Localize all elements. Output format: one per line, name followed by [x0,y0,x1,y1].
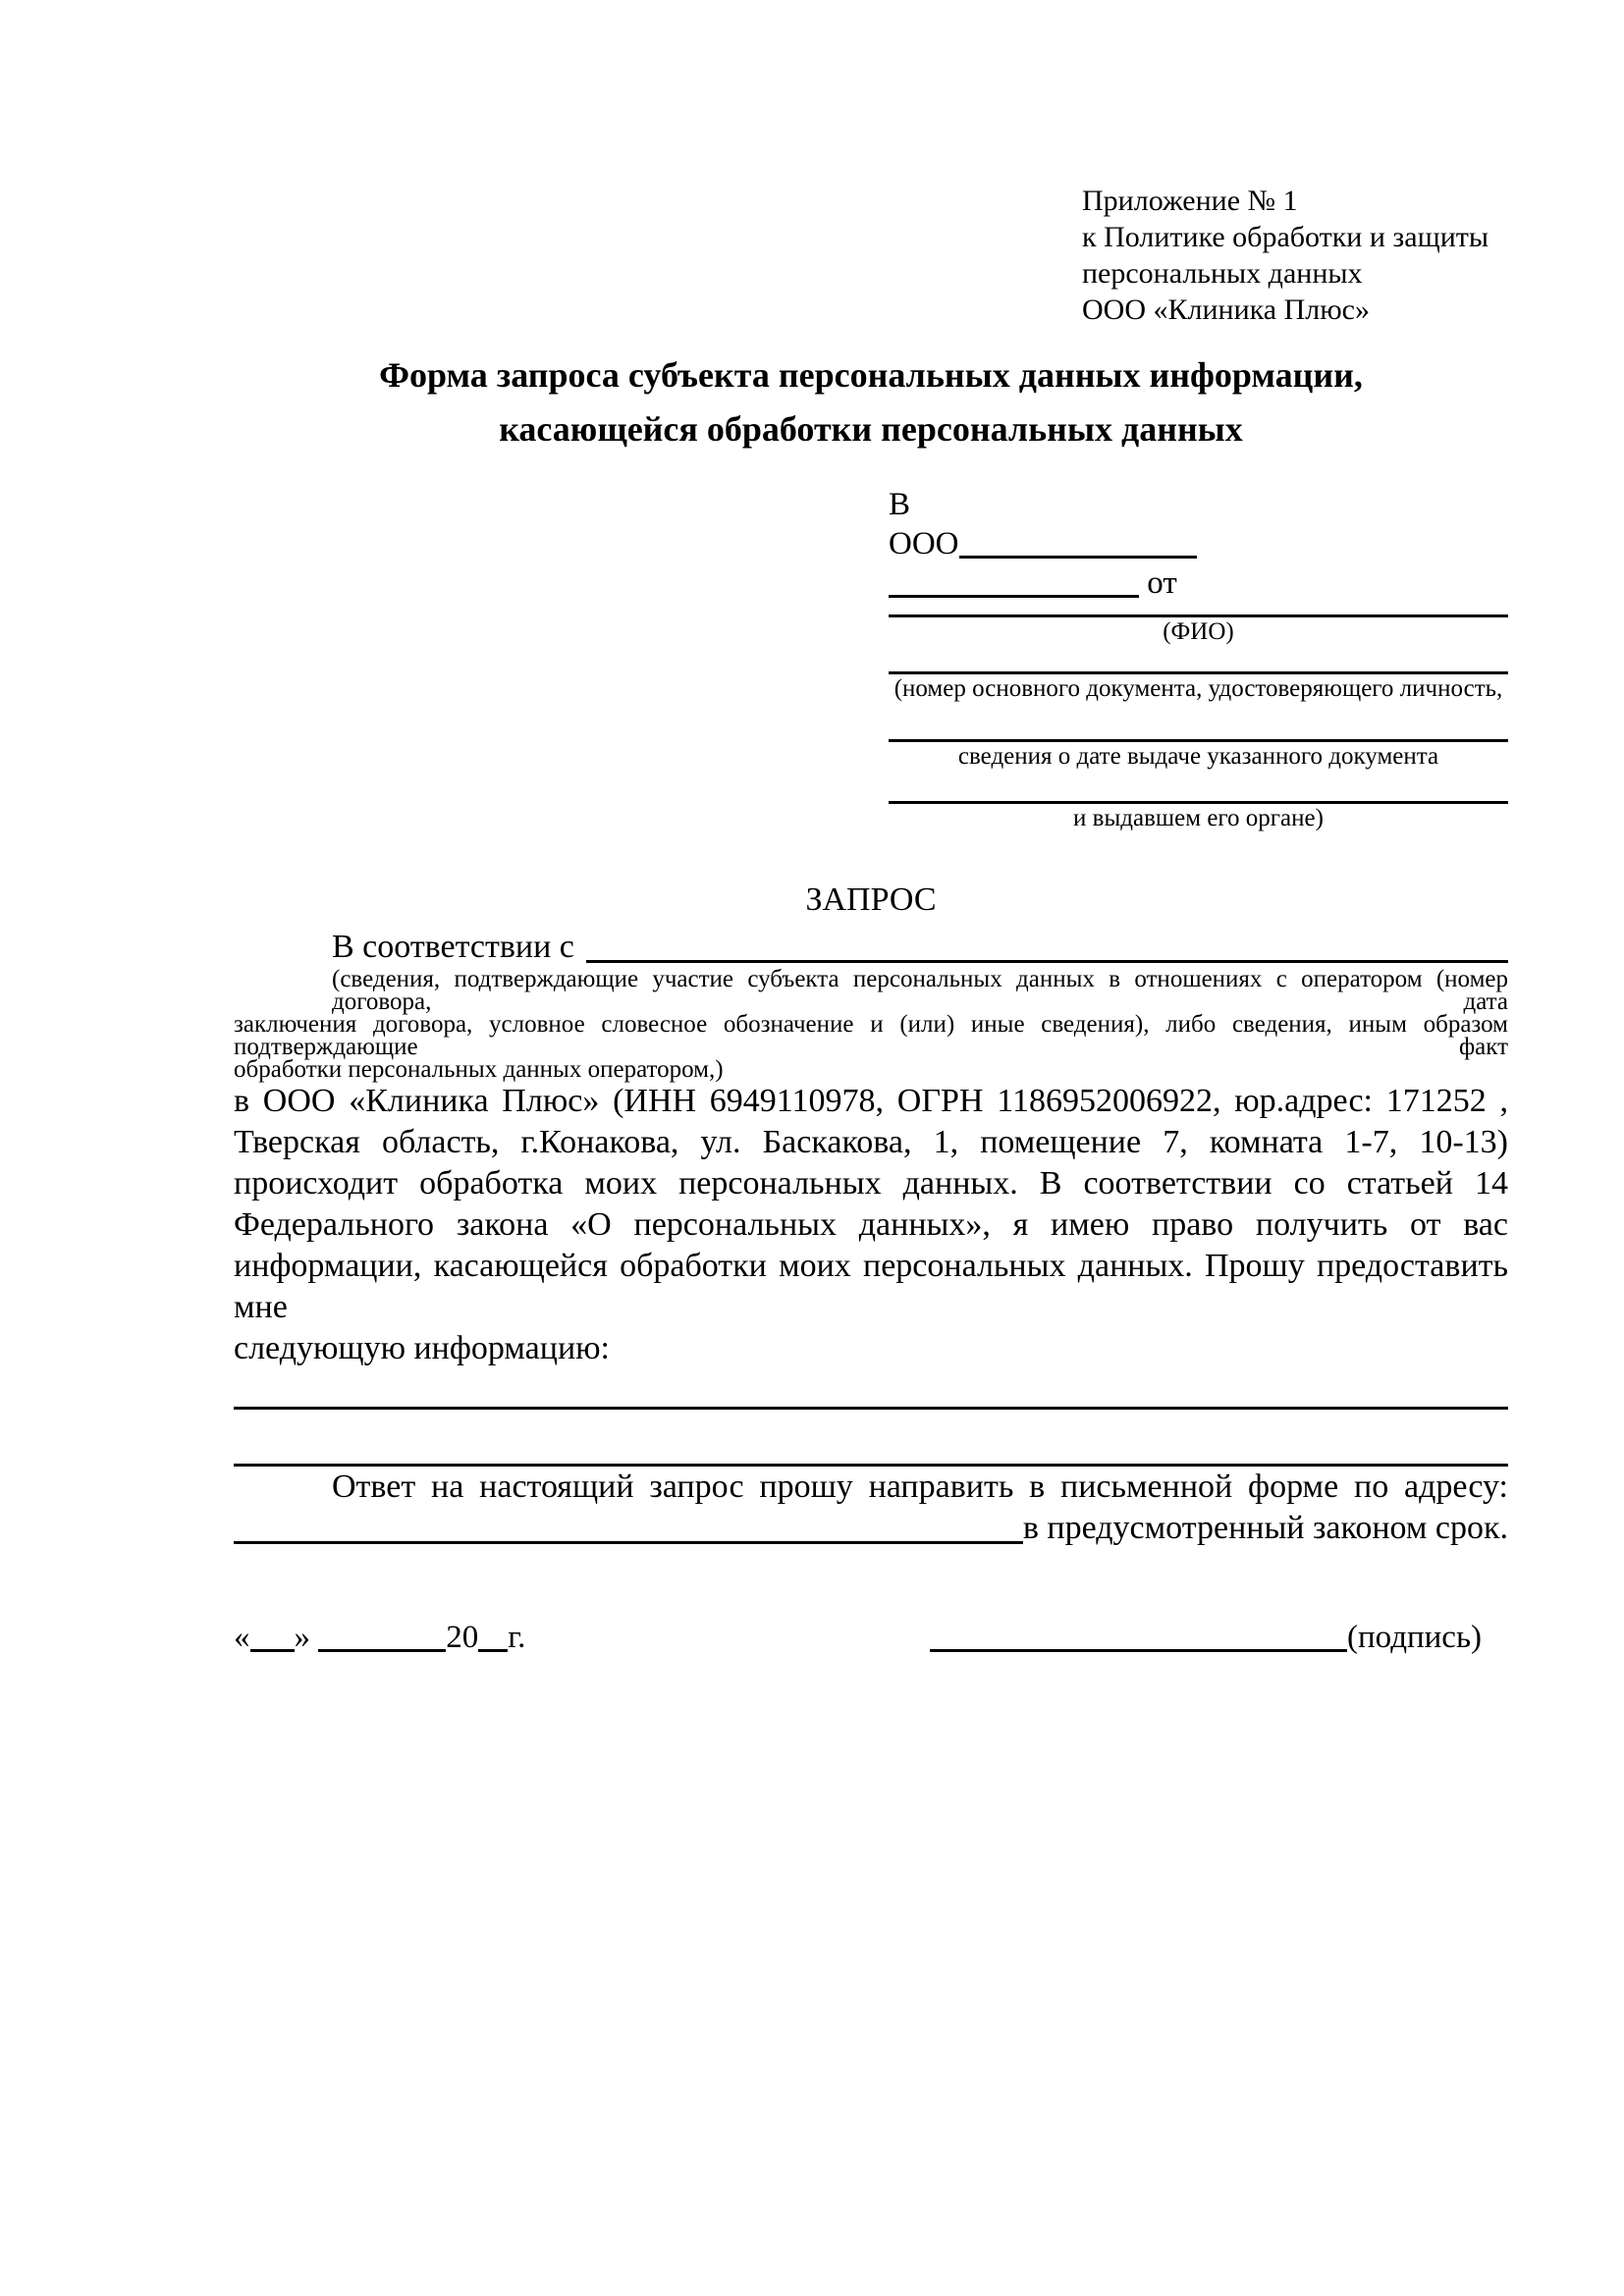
fio-caption: (ФИО) [1163,618,1234,645]
org-label: ООО [889,526,959,561]
body-paragraph [234,1081,1508,1369]
signature-caption: (подпись) [1347,1620,1482,1655]
spacer [574,927,586,968]
intro-row [234,927,1508,968]
from-blank-field [889,595,1139,598]
to-label: В [889,487,911,522]
appendix-note-line: Приложение № 1 [1082,185,1298,217]
fio-blank-field [889,603,1508,617]
note-text [234,968,1508,1081]
note-text-line: (сведения, подтверждающие участие субъекта персональных данных в отношениях с оператором (номер договора, дата [332,966,1508,1015]
body-text-line: информации, касающейся обработки моих персональных данных. Прошу предоставить мне [234,1248,1508,1325]
day-blank-field [250,1649,295,1652]
issuing-authority-blank-field [889,772,1508,804]
signature-field [930,1617,1482,1658]
reply-text: Ответ на настоящий запрос прошу направить в письменной форме по адресу: [332,1468,1508,1505]
year-blank-field [478,1649,508,1652]
body-text-line: следующую информацию: [234,1330,610,1366]
year-prefix: 20 [446,1620,479,1655]
quote-open: « [234,1620,250,1655]
intro-text: В соответствии с [332,929,574,965]
appendix-note-line: ООО «Клиника Плюс» [1082,294,1370,326]
note-text-line: заключения договора, условное словесное обозначение и (или) иные сведения), либо сведения, иным образом подтверждающие факт [234,1011,1508,1060]
info-blank-field-2 [234,1410,1508,1467]
document-title-line: Форма запроса субъекта персональных данных информации, [379,355,1363,395]
note-text-line: обработки персональных данных оператором,) [234,1056,724,1083]
appendix-note [1082,183,1508,328]
year-suffix: г. [508,1620,526,1655]
basis-blank-field [586,927,1508,963]
addressee-block [889,485,1508,833]
reply-suffix: в предусмотренный законом срок. [1022,1510,1508,1546]
doc-number-caption: (номер основного документа, удостоверяющего личность, [893,675,1503,702]
issue-date-caption: сведения о дате выдаче указанного документа [957,743,1439,770]
info-blank-field-1 [234,1385,1508,1410]
reply-address-row [234,1508,1508,1549]
org-blank-field [959,556,1197,559]
appendix-note-line: персональных данных [1082,257,1363,290]
from-label: от [1147,565,1177,601]
issue-date-blank-field [889,704,1508,742]
date-field [234,1617,525,1658]
body-text-line: происходит обработка моих персональных данных. В соответствии со статьей 14 [234,1165,1508,1201]
document-title-line: касающейся обработки персональных данных [499,409,1243,449]
document-title [234,348,1508,456]
body-text-line: Федерального закона «О персональных данных», я имею право получить от вас [234,1206,1508,1243]
month-blank-field [318,1649,446,1652]
appendix-note-line: к Политике обработки и защиты [1082,221,1489,253]
signature-blank-field [930,1649,1347,1652]
request-heading: ЗАПРОС [805,881,937,918]
quote-close: » [294,1620,310,1655]
issuing-authority-caption: и выдавшем его органе) [1073,805,1324,831]
doc-number-blank-field [889,647,1508,674]
date-signature-row [234,1617,1508,1658]
body-text-line: в ООО «Клиника Плюс» (ИНН 6949110978, ОГРН 1186952006922, юр.адрес: 171252 , [234,1083,1508,1119]
body-text-line: Тверская область, г.Конакова, ул. Баскакова, 1, помещение 7, комната 1-7, 10-13) [234,1124,1508,1160]
address-blank-field [234,1508,1023,1544]
